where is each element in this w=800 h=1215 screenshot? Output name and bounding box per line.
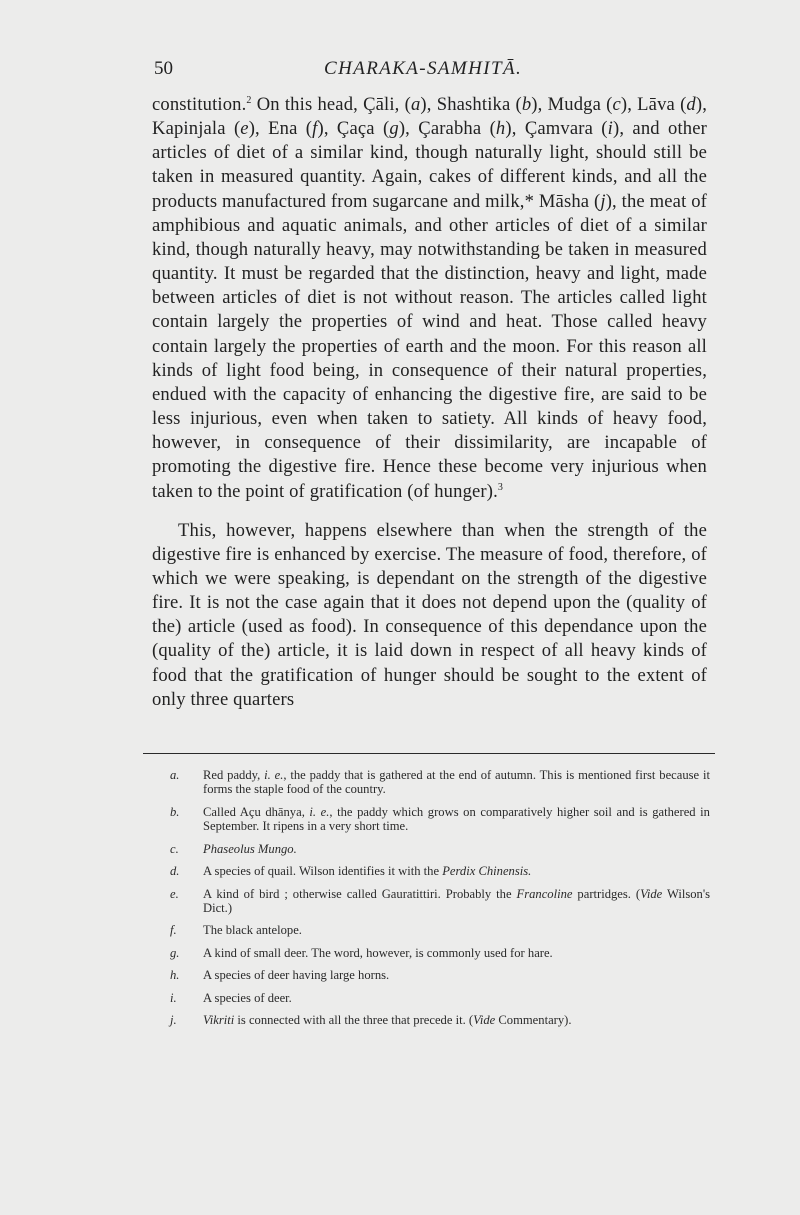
text-run: ), Çamvara ( [505,118,608,140]
text-run: The black antelope. [203,923,302,938]
footnote-text [203,842,710,856]
footnote-text [203,946,710,960]
footnote [170,842,710,856]
footnote-label: f. [170,923,177,938]
italic-run: Perdix Chinensis. [442,864,532,879]
footnote-label: b. [170,804,180,819]
text-run: ), the meat of amphibious and aquatic animals, and other articles of diet of a similar kind, though naturally heavy, may notwithstanding be taken in measured quantity. It must be regarded that the distinction, heavy and light, made between articles of diet is not without reason. The articles called light contain largely the properties of wind and heat. Those called heavy contain largely the properties of earth and the moon. For this reason all kinds of light food being, in consequence of their natural properties, endued with the capacity of enhancing the digestive fire, are said to be less injurious, even when taken to satiety. All kinds of heavy food, however, in consequence of their dissimilarity, are incapable of promoting the digestive fire. Hence these become very injurious when taken to the point of gratification (of hunger). [152,190,707,502]
footnote-text [203,1013,710,1027]
footnote-label: j. [170,1013,177,1028]
text-run: Red paddy, [203,768,265,782]
footnote-label: i. [170,990,177,1005]
text-run: ), Çaça ( [317,118,390,140]
running-head [152,58,707,82]
footnote-text [203,991,710,1005]
footnote-ref: f [312,118,318,140]
footnote [170,1013,710,1027]
italic-run: Phaseolus Mungo. [203,841,297,856]
footnote-ref: j [600,190,606,212]
footnote [170,805,710,834]
footnote-label: a. [170,768,180,782]
text-run: is connected with all the three that precede it. ( [234,1013,474,1028]
footnote-ref: a [410,94,421,115]
footnote [170,923,710,937]
text-run: Wilson's Dict.) [203,886,710,915]
footnote-text [203,968,710,982]
text-run: partridges. ( [572,886,641,901]
running-title: CHARAKA-SAMHITĀ. [324,58,523,79]
footnote-ref: b [521,94,532,115]
footnote-divider [143,753,715,754]
text-run: A species of deer having large horns. [203,968,390,983]
text-run: ), Mudga ( [531,94,613,115]
footnote [170,968,710,982]
footnote-label: e. [170,886,179,901]
text-run: , the paddy which grows on comparatively higher soil and is gathered in September. It ripens in a very short time. [203,804,710,834]
footnote [170,864,710,878]
footnote [170,887,710,916]
text-run: ), Ena ( [248,118,313,140]
italic-run: i. e. [264,768,284,782]
text-run: On this head, Çāli, ( [251,94,411,115]
paragraph-1 [152,93,707,504]
text-run: constitution. [152,94,247,115]
footnote-text [203,768,710,797]
footnote [170,946,710,960]
text-run: A kind of small deer. The word, however, is commonly used for hare. [203,945,553,960]
text-run: Called Açu dhānya, [203,804,310,819]
footnote-ref: d [686,94,696,115]
footnote-text [203,887,710,916]
text-run: , the paddy that is gathered at the end of autumn. This is mentioned first because it forms the staple food of the country. [203,768,710,797]
page-number: 50 [154,58,173,79]
footnote-label: d. [170,864,180,879]
footnote-label: g. [170,945,180,960]
footnote-marker: 3 [497,481,504,493]
footnote [170,768,710,797]
italic-run: i. e. [309,804,330,819]
italic-run: Vikriti [203,1013,235,1028]
footnote-ref: i [607,118,613,140]
text-run: Commentary). [495,1013,572,1028]
footnote-ref: g [389,118,399,140]
text-run: A species of quail. Wilson identifies it with the [203,864,443,879]
text-run: A species of deer. [203,990,292,1005]
italic-run: Vide [473,1013,496,1028]
footnote-label: c. [170,841,179,856]
italic-run: Vide [640,886,663,901]
text-run: A kind of bird ; otherwise called Gauratittiri. Probably the [203,886,517,901]
footnote-text [203,864,710,878]
footnote-marker: 2 [246,95,252,106]
text-run: ), Kapinjala ( [152,94,707,140]
footnote-ref: h [495,118,506,140]
text-run: ), Çarabha ( [398,118,496,140]
footnote-label: h. [170,968,180,983]
footnote [170,991,710,1005]
italic-run: Francoline [516,886,573,901]
text-run: ), Shashtika ( [420,94,522,115]
text-run: ), and other articles of diet of a similar kind, though naturally light, should still be taken in measured quantity. Again, cakes of different kinds, and all the products manufactured from sugarcane and milk,* Māsha ( [152,118,707,212]
footnote-text [203,805,710,834]
footnote-ref: c [612,94,621,115]
text-run: ), Lāva ( [620,94,687,115]
paragraph-2: This, however, happens elsewhere than when the strength of the digestive fire is enhanced by exercise. The measure of food, therefore, of which we were speaking, is dependant on the strength of the digestive fire. It is not the case again that it does not depend upon the (quality of the) article (used as food). In consequence of this dependance upon the (quality of the) article, it is laid down in respect of all heavy kinds of food that the gratification of hunger should be sought to the extent of only three quarters [152,519,707,710]
footnote-text [203,923,710,937]
footnotes [170,768,710,1036]
footnote-ref: e [240,118,249,140]
body-text [152,93,707,712]
